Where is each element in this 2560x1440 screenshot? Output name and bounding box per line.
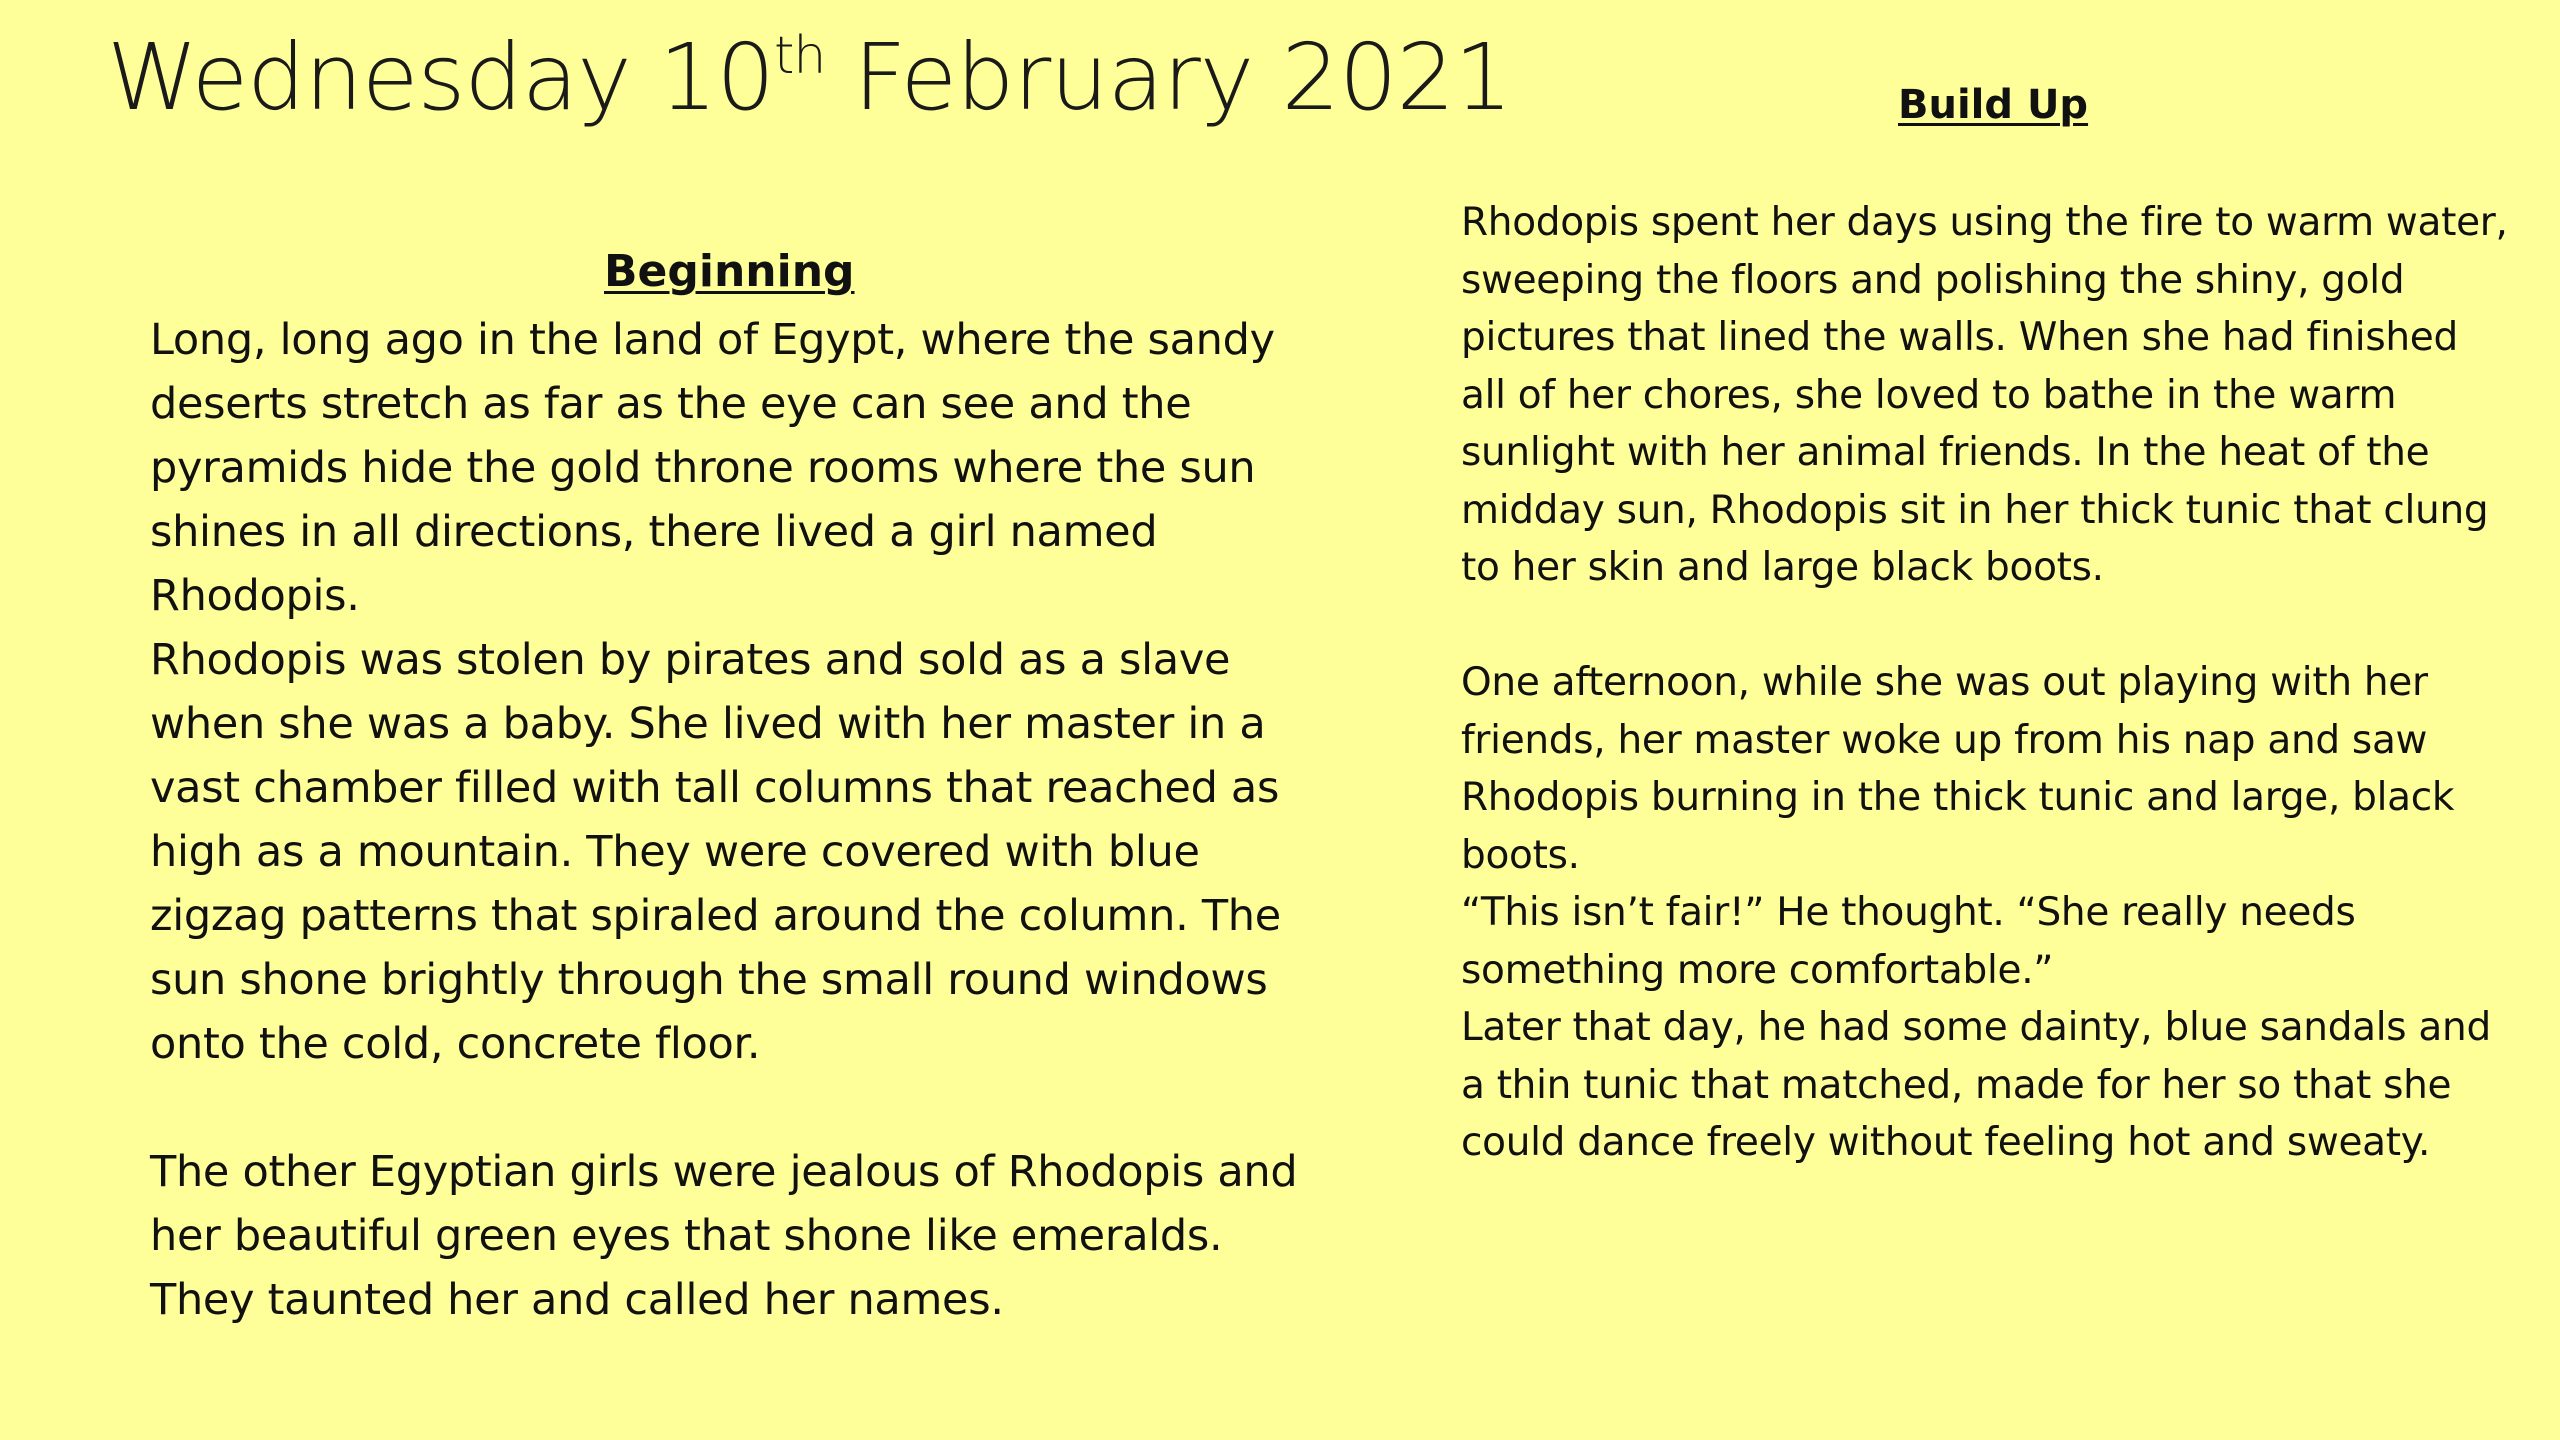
build-up-paragraph-4: Later that day, he had some dainty, blue sandals and a thin tunic that matched, made for her so that she could dance freely without feeling hot and sweaty.: [1461, 1005, 2491, 1165]
build-up-paragraph-2: One afternoon, while she was out playing with her friends, her master woke up from his nap and saw Rhodopis burning in the thick tunic and large, black boots.: [1461, 660, 2455, 878]
build-up-paragraph-3: “This isn’t fair!” He thought. “She really needs something more comfortable.”: [1461, 890, 2356, 993]
beginning-paragraph-1: Long, long ago in the land of Egypt, where the sandy deserts stretch as far as the eye can see and the pyramids hide the gold throne rooms where the sun shines in all directions, there lived a girl named Rhodopis.: [150, 315, 1275, 621]
page-title: [107, 20, 1512, 135]
heading-build-up: Build Up: [1898, 82, 2089, 128]
paragraph-spacer: [150, 1076, 1330, 1140]
build-up-paragraph-1: Rhodopis spent her days using the fire to warm water, sweeping the floors and polishing the shiny, gold pictures that lined the walls. When she had finished all of her chores, she loved to bathe in the warm sunlight with her animal friends. In the heat of the midday sun, Rhodopis sit in her thick tunic that clung to her skin and large black boots.: [1461, 200, 2508, 590]
title-month-year: February 2021: [825, 24, 1512, 131]
beginning-paragraph-2: Rhodopis was stolen by pirates and sold as a slave when she was a baby. She lived with her master in a vast chamber filled with tall columns that reached as high as a mountain. They were covered with blue zigzag patterns that spiraled around the column. The sun shone brightly through the small round windows onto the cold, concrete floor.: [150, 635, 1281, 1069]
beginning-text-column: [150, 308, 1330, 1332]
title-ordinal-suffix: th: [773, 26, 826, 86]
beginning-paragraph-3: The other Egyptian girls were jealous of Rhodopis and her beautiful green eyes that shone like emeralds. They taunted her and called her names.: [150, 1147, 1298, 1325]
paragraph-spacer: [1461, 597, 2511, 655]
title-date: Wednesday 10: [107, 24, 774, 131]
heading-beginning: Beginning: [604, 246, 855, 297]
build-up-text-column: [1461, 194, 2511, 1172]
